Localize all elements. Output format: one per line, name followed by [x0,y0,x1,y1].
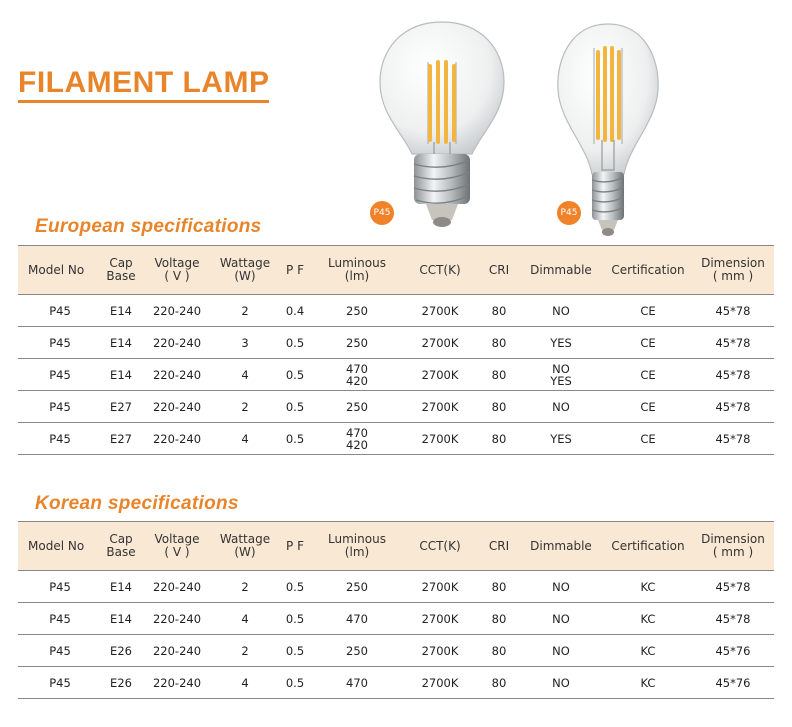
cell-pf: 0.5 [276,603,314,635]
cell-dimension: 45*78 [692,423,774,455]
cell-cap-base: E26 [102,667,140,699]
col-header-model: Model No [18,522,102,571]
cell-cri: 80 [480,667,518,699]
cell-luminous: 470 [314,603,400,635]
cell-cri: 80 [480,359,518,391]
cell-wattage: 2 [214,571,276,603]
cell-pf: 0.5 [276,359,314,391]
col-header-cct: CCT(K) [400,246,480,295]
cell-cri: 80 [480,603,518,635]
cell-dimmable: YES [518,327,604,359]
cell-voltage: 220-240 [140,635,214,667]
cell-dimmable: NO [518,603,604,635]
cell-voltage: 220-240 [140,327,214,359]
cell-dimmable: NO [518,391,604,423]
cell-wattage: 4 [214,603,276,635]
cell-cap-base: E26 [102,635,140,667]
cell-dimension: 45*78 [692,571,774,603]
col-header-dimmable: Dimmable [518,246,604,295]
col-header-certification: Certification [604,246,692,295]
cell-luminous: 470 420 [314,423,400,455]
cell-model: P45 [18,423,102,455]
cell-dimmable: NO [518,295,604,327]
col-header-dimmable: Dimmable [518,522,604,571]
cell-cri: 80 [480,571,518,603]
korean-table-body [18,571,774,699]
col-header-luminous: Luminous (lm) [314,246,400,295]
cell-certification: CE [604,391,692,423]
model-badge: P45 [370,201,394,225]
col-header-model: Model No [18,246,102,295]
european-section-title: European specifications [35,216,262,237]
cell-luminous: 250 [314,635,400,667]
cell-model: P45 [18,635,102,667]
col-header-certification: Certification [604,522,692,571]
cell-voltage: 220-240 [140,667,214,699]
col-header-cct: CCT(K) [400,522,480,571]
table-header-row [18,246,774,295]
cell-dimension: 45*76 [692,667,774,699]
cell-dimmable: NO [518,571,604,603]
cell-wattage: 3 [214,327,276,359]
cell-pf: 0.4 [276,295,314,327]
cell-cap-base: E14 [102,295,140,327]
cell-cct: 2700K [400,635,480,667]
table-row [18,635,774,667]
col-header-wattage: Wattage (W) [214,246,276,295]
cell-cap-base: E14 [102,603,140,635]
cell-cap-base: E14 [102,571,140,603]
cell-pf: 0.5 [276,571,314,603]
cell-cct: 2700K [400,603,480,635]
table-row [18,667,774,699]
cell-voltage: 220-240 [140,571,214,603]
cell-cct: 2700K [400,391,480,423]
cell-certification: KC [604,603,692,635]
cell-dimmable: YES [518,423,604,455]
cell-cct: 2700K [400,571,480,603]
col-header-cap-base: Cap Base [102,522,140,571]
cell-wattage: 2 [214,391,276,423]
cell-wattage: 2 [214,295,276,327]
korean-section-title: Korean specifications [35,493,239,514]
table-row [18,295,774,327]
cell-cap-base: E27 [102,391,140,423]
table-row [18,423,774,455]
cell-wattage: 2 [214,635,276,667]
page-title: FILAMENT LAMP [18,68,269,103]
cell-dimmable: NO [518,667,604,699]
cell-cap-base: E14 [102,359,140,391]
col-header-cri: CRI [480,246,518,295]
cell-cri: 80 [480,635,518,667]
table-row [18,571,774,603]
col-header-dimension: Dimension ( mm ) [692,522,774,571]
cell-certification: CE [604,359,692,391]
cell-certification: CE [604,295,692,327]
cell-cri: 80 [480,423,518,455]
cell-certification: KC [604,667,692,699]
col-header-dimension: Dimension ( mm ) [692,246,774,295]
cell-model: P45 [18,295,102,327]
cell-dimmable: NO YES [518,359,604,391]
col-header-pf: P F [276,522,314,571]
cell-model: P45 [18,571,102,603]
cell-certification: KC [604,635,692,667]
cell-model: P45 [18,391,102,423]
cell-voltage: 220-240 [140,295,214,327]
cell-pf: 0.5 [276,667,314,699]
col-header-voltage: Voltage ( V ) [140,522,214,571]
cell-dimension: 45*78 [692,295,774,327]
cell-dimension: 45*78 [692,327,774,359]
cell-cct: 2700K [400,667,480,699]
cell-dimension: 45*76 [692,635,774,667]
col-header-pf: P F [276,246,314,295]
cell-voltage: 220-240 [140,423,214,455]
cell-model: P45 [18,667,102,699]
cell-pf: 0.5 [276,391,314,423]
col-header-wattage: Wattage (W) [214,522,276,571]
cell-certification: CE [604,327,692,359]
col-header-cap-base: Cap Base [102,246,140,295]
cell-model: P45 [18,603,102,635]
cell-certification: KC [604,571,692,603]
cell-certification: CE [604,423,692,455]
cell-cri: 80 [480,327,518,359]
cell-cct: 2700K [400,327,480,359]
cell-luminous: 250 [314,571,400,603]
cell-cri: 80 [480,295,518,327]
cell-luminous: 250 [314,327,400,359]
cell-voltage: 220-240 [140,359,214,391]
table-row [18,327,774,359]
cell-luminous: 250 [314,295,400,327]
korean-spec-table [18,521,774,699]
col-header-cri: CRI [480,522,518,571]
table-row [18,603,774,635]
cell-wattage: 4 [214,359,276,391]
cell-voltage: 220-240 [140,603,214,635]
cell-dimmable: NO [518,635,604,667]
cell-wattage: 4 [214,667,276,699]
col-header-voltage: Voltage ( V ) [140,246,214,295]
table-row [18,391,774,423]
european-spec-table [18,245,774,455]
table-header-row [18,522,774,571]
cell-model: P45 [18,327,102,359]
cell-dimension: 45*78 [692,391,774,423]
cell-wattage: 4 [214,423,276,455]
cell-cap-base: E14 [102,327,140,359]
table-row [18,359,774,391]
cell-voltage: 220-240 [140,391,214,423]
cell-dimension: 45*78 [692,359,774,391]
cell-pf: 0.5 [276,327,314,359]
cell-cap-base: E27 [102,423,140,455]
cell-cct: 2700K [400,295,480,327]
model-badge: P45 [557,201,581,225]
cell-model: P45 [18,359,102,391]
cell-pf: 0.5 [276,635,314,667]
cell-luminous: 470 420 [314,359,400,391]
bulb-e27-image [372,14,512,236]
cell-cri: 80 [480,391,518,423]
european-table-body [18,295,774,455]
cell-cct: 2700K [400,423,480,455]
cell-cct: 2700K [400,359,480,391]
col-header-luminous: Luminous (lm) [314,522,400,571]
cell-pf: 0.5 [276,423,314,455]
cell-luminous: 250 [314,391,400,423]
cell-dimension: 45*78 [692,603,774,635]
cell-luminous: 470 [314,667,400,699]
